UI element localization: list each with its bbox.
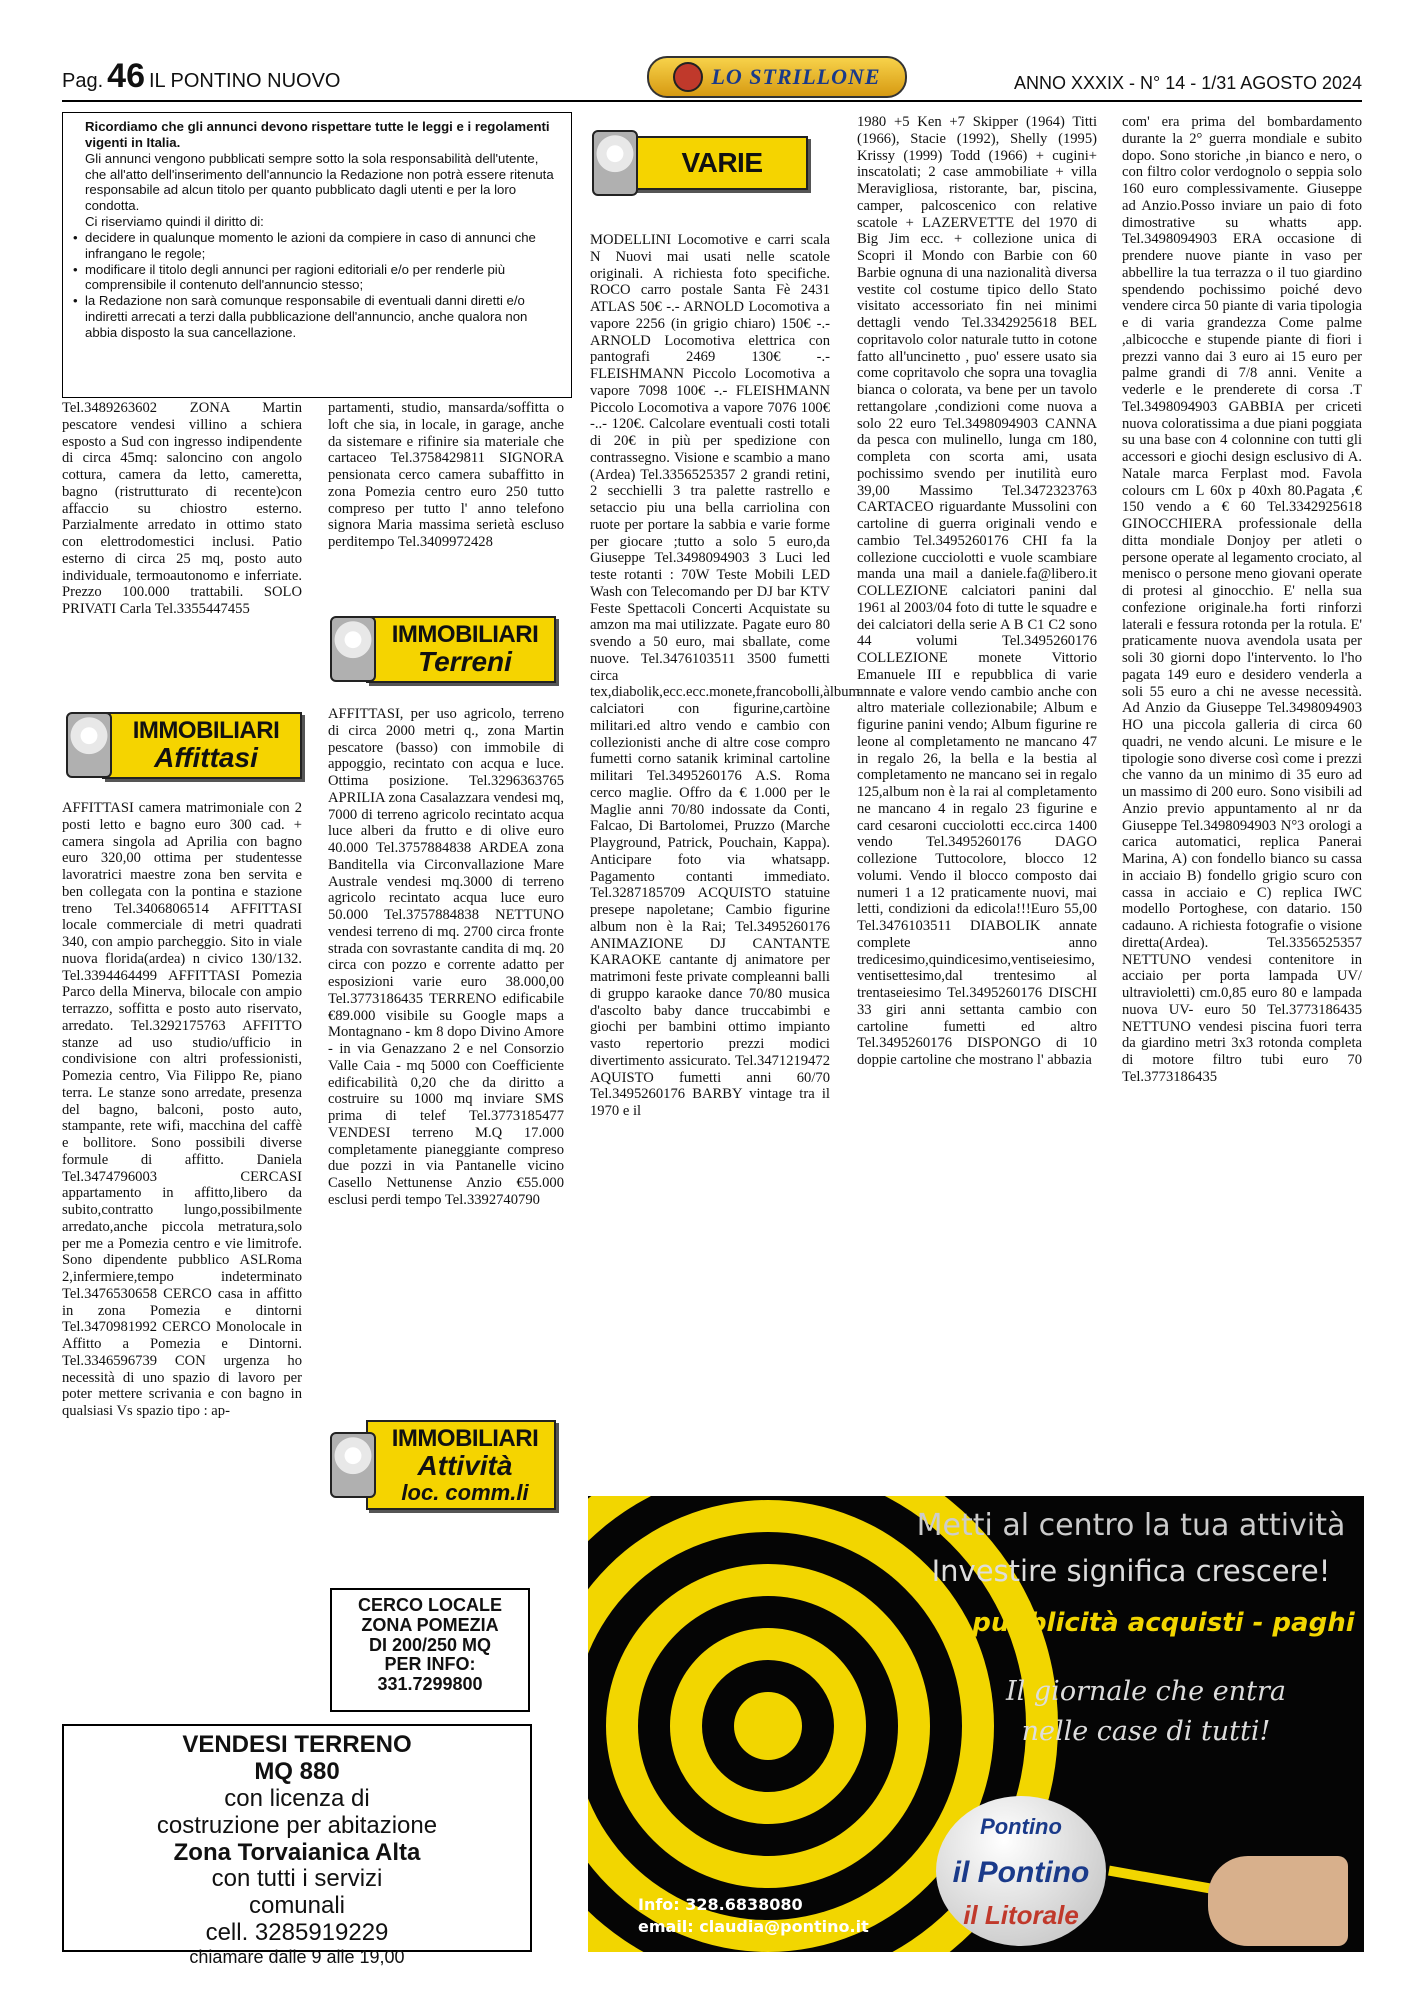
advert-contact: [638, 1894, 869, 1937]
banner-terreni: [330, 616, 556, 683]
page-number-label: [62, 57, 341, 96]
vendesi-line: comunali: [248, 1892, 346, 1920]
page-number: 46: [107, 57, 145, 95]
disclaimer-item: • modificare il titolo degli annunci per ragioni editoriali e/o per renderle più comprensibile il contenuto dell'annuncio stesso;: [85, 262, 563, 294]
ad-text: AFFITTASI, per uso agricolo, terreno di circa 2000 metri q., zona Martin pescatore (basso) con immobile di appoggio, recintato con acqua e luce. Ottima posizione. Tel.3296363765 APRILIA zona Casalazzara vendesi mq, 7000 di terreno agricolo recintato acqua luce alberi da frutto e di olive euro 40.000 Tel.3757884838 ARDEA zona Banditella via Circonvallazione Mare Australe vendesi mq.3000 di terreno agricolo recintato acqua luce euro 50.000 Tel.3757884838 NETTUNO vendesi terreno di mq. 2700 circa fronte strada con sovrastante candita di mq. 20 circa con pozzo e corrente adatto per esposizioni varie euro 38.000,00 Tel.3773186435 TERRENO edificabile €89.000 visibile su Google maps a Montagnano - km 8 dopo Divino Amore - in via Genazzano 2 e nel Consorzio Valle Caia - mq 5000 con Coefficiente edificabilità 0,20 che da diritto a costruire su 1000 mq inviare SMS prima di telef Tel.3773185477 VENDESI terreno M.Q 17.000 completamente pianeggiante compreso due pozzi in via Pantanelle vicino Casello Nettunense Anzio €55.000 esclusi perdi tempo Tel.3392740790: [328, 706, 564, 1208]
vendesi-line: costruzione per abitazione: [156, 1811, 438, 1839]
vendesi-zone: Zona Torvaianica Alta: [173, 1838, 421, 1866]
newspaper-name: IL PONTINO NUOVO: [148, 70, 341, 92]
page-header: [62, 57, 1362, 102]
advert-headline: Metti al centro la tua attività: [916, 1508, 1346, 1543]
advert-subheadline: Investire significa crescere!: [931, 1554, 1331, 1588]
disclaimer-item: • decidere in qualunque momento le azioni da compiere in caso di annunci che infrangano le regole;: [85, 230, 563, 262]
mascot-icon: [673, 62, 703, 92]
cerco-line: CERCO LOCALE: [358, 1595, 502, 1615]
strillone-icon: [66, 712, 112, 778]
vendesi-hours: chiamare dalle 9 alle 19,00: [189, 1947, 405, 1967]
banner-box: [366, 616, 556, 683]
cerco-phone: 331.7299800: [377, 1674, 483, 1695]
strillone-icon: [330, 616, 376, 682]
banner-affittasi: [66, 712, 302, 779]
ad-text: 1980 +5 Ken +7 Skipper (1964) Titti (1966), Stacie (1992), Shelly (1995) Krissy (1999) Todd (1966) + cugini+ inscatolati; 2 case ammobiliate + villa Meravigliosa, ristorante, bar, piscina, camper, palcoscenico con relative scatole + LAZERVETTE del 1970 di Big Jim ecc. + collezione unica di Scopri il Mondo con Barbie con 60 Barbie ognuna di una nazionalità diversa vestite col costume tipico dello Stato visitato accessoriato fin nei minimi dettagli vendo Tel.3342925618 BEL copritavolo color naturale tutto in cotone fatto all'uncinetto , puo' essere usato sia come copritavolo che sopra una tovaglia bianca o colorata, va bene per un tavolo rettangolare ,condizioni come nuova a solo 22 euro Tel.3498094903 CANNA da pesca con mulinello, lunga cm 180, completa con scorta ami, usata pochissimo svendo per inutilità euro 39,00 Massimo Tel.3472323763 CARTACEO riguardante Mussolini con cartoline di guerra originali vendo e cambio Tel.3495260176 CHI fa la collezione cucciolotti e vuole scambiare manda una mail a daniele.fa@libero.it COLLEZIONE calciatori panini dal 1961 al 2003/04 foto di tutte le squadre e dei calciatori della serie A B C1 C2 sono 44 volumi Tel.3495260176 COLLEZIONE monete Vittorio Emanuele III e repubblica di varie annate e valore vendo cambio anche con altro materiale collezionabile; Album e figurine panini vendo; Album figurine re leone al completamento ne mancano 47 in regalo 26, la bella e la bestia al completamento ne mancano sei in regalo 125,album non è la rai al completamento ne mancano 4 in regalo 23 figurine e card cesaroni cucciolotti ecc.circa 1400 vendo Tel.3495260176 DAGO collezione Tuttocolore, blocco 12 volumi. Vendo il blocco composto dai numeri 1 a 12 praticamente nuovi, mai letti, condizioni da edicola!!!Euro 55,00 Tel.3476103511 DIABOLIK annate complete anno tredicesimo,quindicesimo,ventiseiesimo, ventisettesimo,dal trentesimo al trentaseiesimo Tel.3495260176 DISCHI 33 giri anni settanta cambio con cartoline fumetti ed altro Tel.3495260176 DISPONGO di 10 doppie cartoline che mostrano l' abbazia: [857, 114, 1097, 1068]
target-ring: [734, 1692, 802, 1760]
banner-box: [102, 712, 302, 779]
pontino-advert: [588, 1496, 1364, 1952]
disclaimer-text: Gli annunci vengono pubblicati sempre sotto la sola responsabilità dell'utente, che all'atto dell'inserimento dell'annuncio la Redazione non potrà essere ritenuta responsabile ad alcun titolo per quanto pubblicato dagli utenti e per la loro condotta.: [85, 150, 554, 214]
advert-phone: Info: 328.6838080: [638, 1895, 803, 1914]
issue-info: ANNO XXXIX - N° 14 - 1/31 AGOSTO 2024: [1013, 73, 1362, 93]
cerco-line: DI 200/250 MQ: [368, 1634, 492, 1655]
disclaimer-box: [62, 112, 572, 398]
banner-title: VARIE: [681, 147, 763, 179]
column-4-varie: [857, 114, 1097, 1069]
banner-title: IMMOBILIARI: [391, 1425, 539, 1452]
banner-title: IMMOBILIARI: [391, 621, 539, 648]
banner-attivita: [330, 1420, 556, 1510]
advert-tagline-1: Il giornale che entra: [1006, 1676, 1286, 1707]
banner-subtitle: Terreni: [418, 646, 512, 678]
advert-tagline-2: nelle case di tutti!: [1021, 1716, 1271, 1747]
banner-box: [366, 1420, 556, 1510]
cerco-locale-box: [330, 1588, 530, 1712]
vendesi-title: VENDESI TERRENO: [182, 1731, 412, 1758]
hand-icon: [1208, 1856, 1348, 1946]
column-5-varie: [1122, 114, 1362, 1086]
banner-box: [628, 136, 808, 189]
ad-text: partamenti, studio, mansarda/soffitta o loft che sia, in locale, in garage, anche da sistemare e rifinire sia materiale che cartaceo Tel.3758429811 SIGNORA pensionata cerco camera subaffitto in zona Pomezia centro euro 250 tutto compreso per tutto l' anno telefono signora Maria massima serietà escluso perditempo Tel.3409972428: [328, 400, 564, 550]
newspaper-ball-icon: [936, 1796, 1106, 1946]
disclaimer-item: • la Redazione non sarà comunque responsabile di eventuali danni diretti e/o indiretti arrecati a terzi dalla pubblicazione dell'annuncio, anche qualora non abbia disposto la sua cancellazione.: [85, 293, 563, 341]
vendesi-line: con tutti i servizi: [211, 1865, 383, 1893]
banner-subtitle: Affittasi: [154, 742, 258, 774]
ad-text: AFFITTASI camera matrimoniale con 2 posti letto e bagno euro 300 cad. + camera singola ad Aprilia con bagno euro 320,00 ottima per studentesse lavoratrici maestre zona ben servita e ben collegata con la pontina e stazione treno Tel.3406806514 AFFITTASI locale commerciale di metri quadrati 340, con ampio parcheggio. Sito in viale nuova florida(ardea) n civico 130/132. Tel.3394464499 AFFITTASI Pomezia Parco della Minerva, bilocale con ampio terrazzo, soffitta e posto auto riservato, arredato. Tel.3292175763 AFFITTO stanze ad uso studio/ufficio in condivisione con altri professionisti, Pomezia centro, Via Filippo Re, piano terra. Le stanze sono arredate, presenza del bagno, balconi, posto auto, stampante, rete wifi, macchina del caffè e bollitore. Sono possibili diverse formule di affitto. Daniela Tel.3474796003 CERCASI appartamento in affitto,libero da subito,contratto lungo,possibilmente arredato,anche piccola metratura,solo per me a Pomezia centro e vie limitrofe. Sono dipendente pubblico ASLRoma 2,infermiere,tempo indeterminato Tel.3476530658 CERCO casa in affitto in zona Pomezia e dintorni Tel.3470981992 CERCO Monolocale in Affitto a Pomezia e Dintorni. Tel.3346596739 CON urgenza ho necessità di uno spazio di lavoro per poter mettere scrivania e con bagno in qualsiasi Vs spazio tipo : ap-: [62, 800, 302, 1419]
vendesi-size: MQ 880: [254, 1757, 340, 1785]
banner-varie: [592, 130, 808, 196]
column-3-varie: [590, 232, 860, 1120]
ad-text: com' era prima del bombardamento durante la 2° guerra mondiale e subito dopo. Sono storiche ,in bianco e nero, o con filtro color verdognolo o seppia solo 160 euro complessivamente. Giuseppe ad Anzio.Posso inviare un paio di foto dimostrative su whatts app. Tel.3498094903 ERA occasione di prendere nuove piante in vaso per abbellire la tua terrazza o il tuo giardino spendendo pochissimo poiché devo vendere circa 50 piante di varia tipologia e di varia grandezza Come palme ,albicocche e stupende piante di fiori i prezzi vanno dai 3 euro ai 15 euro per palme grandi di 7/8 anni. Venite a vederle e le prenderete di corsa .T Tel.3498094903 GABBIA per criceti nuova coloratissima a due piani poggiata su una base con 4 colonnine con tutti gli accessori e giochi design esclusivo di A. Natale marca Ferplast mod. Favola colours cm L 60x p 40xh 80.Pagata ,€ 150 vendo a € 60 Tel.3342925618 GINOCCHIERA professionale della ditta mondiale Donjoy per atleti o persone operate al legamento crociato, al menisco o persone meno giovani operate di protesi al ginocchio. E' nella sua confezione originale.ha forti rinforzi laterali e fessura rotonda per la rotula. E' praticamente nuova avendola usata per soli 30 giorni dopo l'intervento. lo l'ho pagata 149 euro e desidero venderla a soli 55 euro a chi ne avesse necessità. Ad Anzio da Giuseppe Tel.3498094903 HO una piccola galleria di circa 60 quadri, ne vendo alcuni. Le misure e le tipologie sono diverse così come i prezzi che vanno da un minimo di 35 euro ad un massimo di 200 euro. Sono visibili ad Anzio previo appuntamento al nr da Giuseppe Tel.3498094903 N°3 orologi a carica automatici, replica Panerai Marina, A) con fondello bianco su cassa in acciaio B) fondello grigio scuro con cassa in acciaio e C) replica IWC modello Portoghese, con datario. 150 cadauno. A richiesta fotografie o visione diretta(Ardea). Tel.3356525357 NETTUNO vendesi contenitore in acciaio per porta lampada UV/ ultravioletti) cm.0,85 euro 80 e lampada nuova UV- euro 50 Tel.3773186435 NETTUNO vendesi piscina fuori terra da giardino metri 3x3 rotonda completa di motore filtro tubi euro 70 Tel.3773186435: [1122, 114, 1362, 1085]
column-1-top: [62, 400, 302, 618]
advert-slogan: + pubblicità acquisti - paghi: [941, 1608, 1355, 1638]
column-2-terreni: [328, 706, 564, 1209]
disclaimer-rights: Ci riserviamo quindi il diritto di:: [85, 214, 264, 230]
ad-text: MODELLINI Locomotive e carri scala N Nuovi mai usati nelle scatole originali. A richiesta foto specifiche. ROCO carro postale Santa Fè 2431 ATLAS 50€ -.- ARNOLD Locomotiva a vapore 2256 (in grigio chiaro) 150€ -.- ARNOLD Locomotiva elettrica con pantografi 2469 130€ -.- FLEISHMANN Piccolo Locomotiva a vapore 7098 100€ -.- FLEISHMANN Piccolo Locomotiva a vapore 7076 100€ -..- 120€. Calcolare eventuali costi totali di 20€ in più per spedizione con contrassegno. Visione e scambio a mano (Ardea) Tel.3356525357 2 grandi retini, 2 secchielli 3 tra palette rastrello e setaccio piu una bella carriolina con ruote per portare la sabbia e varie forme per giocare ;tutto a solo 5 euro,da Giuseppe Tel.3498094903 3 Luci led teste rotanti : 70W Teste Mobili LED Wash con Telecomando per DJ bar KTV Feste Spettacoli Concerti Acquistate su amzon ma mai utilizzate. Pagate euro 80 svendo a 50 euro, mai sballate, come nuove. Tel.3476103511 3500 fumetti circa tex,diabolik,ecc.ecc.monete,francobolli,àlbum calciatori con figurine,cartòine militari.ed altro vendo e cambio con collezionisti anche di altre cose compro fumetti corno satanik kriminal cartoline militari Tel.3495260176 A.S. Roma cerco maglie. Offro da € 1.000 per le Maglie anni 70/80 indossate da Conti, Falcao, Di Bartolomei, Pruzzo (Marche Playground, Patrick, Pouchain, Kappa). Anticipare foto via whatsapp. Pagamento contanti immediato. Tel.3287185709 ACQUISTO statuine presepe napoletane; Cambio figurine album non è la Rai; Tel.3495260176 ANIMAZIONE DJ CANTANTE KARAOKE cantante dj animatore per matrimoni feste private compleanni balli di gruppo karaoke dance 70/80 musica d'ascolto baby dance truccabimbi e giochi per bambini ottimo impianto vasto repertorio prezzi modici divertimento assicurato. Tel.3471219472 AQUISTO fumetti anni 60/70 Tel.3495260176 BARBY vintage tra il 1970 e il: [590, 232, 860, 1119]
column-2-top: [328, 400, 564, 551]
strillone-icon: [330, 1432, 376, 1498]
disclaimer-list: [85, 230, 563, 341]
banner-title: IMMOBILIARI: [132, 717, 280, 744]
strillone-icon: [592, 130, 638, 196]
vendesi-terreno-box: [62, 1724, 532, 1967]
banner-subtitle-2: loc. comm.li: [401, 1479, 529, 1505]
ball-label: il Litorale: [963, 1900, 1079, 1930]
lo-strillone-logo: [647, 56, 907, 98]
advert-email: email: claudia@pontino.it: [638, 1916, 869, 1936]
ball-label: Pontino: [980, 1814, 1062, 1839]
ad-text: Tel.3489263602 ZONA Martin pescatore vendesi villino a schiera esposto a Sud con ingresso indipendente di circa 45mq: saloncino con angolo cottura, camera da letto, cameretta, bagno (ristrutturato di recente)con affaccio su chiostro esterno. Parzialmente arredato in ottimo stato con elettrodomestici inclusi. Patio esterno di circa 25 mq, posto auto individuale, termoautonomo e inferriate. Prezzo 100.000 trattabili. SOLO PRIVATI Carla Tel.3355447455: [62, 400, 302, 617]
column-1-affittasi: [62, 800, 302, 1420]
vendesi-phone: cell. 3285919229: [205, 1919, 389, 1947]
vendesi-line: con licenza di: [224, 1784, 370, 1812]
logo-text: LO STRILLONE: [711, 64, 881, 89]
cerco-line: ZONA POMEZIA: [361, 1614, 499, 1635]
pag-label: Pag.: [62, 70, 104, 92]
banner-subtitle: Attività: [417, 1450, 513, 1482]
cerco-line: PER INFO:: [384, 1654, 476, 1675]
disclaimer-title: Ricordiamo che gli annunci devono rispettare tutte le leggi e i regolamenti vigenti in Italia.: [85, 119, 550, 150]
ball-label: il Pontino: [952, 1856, 1090, 1889]
